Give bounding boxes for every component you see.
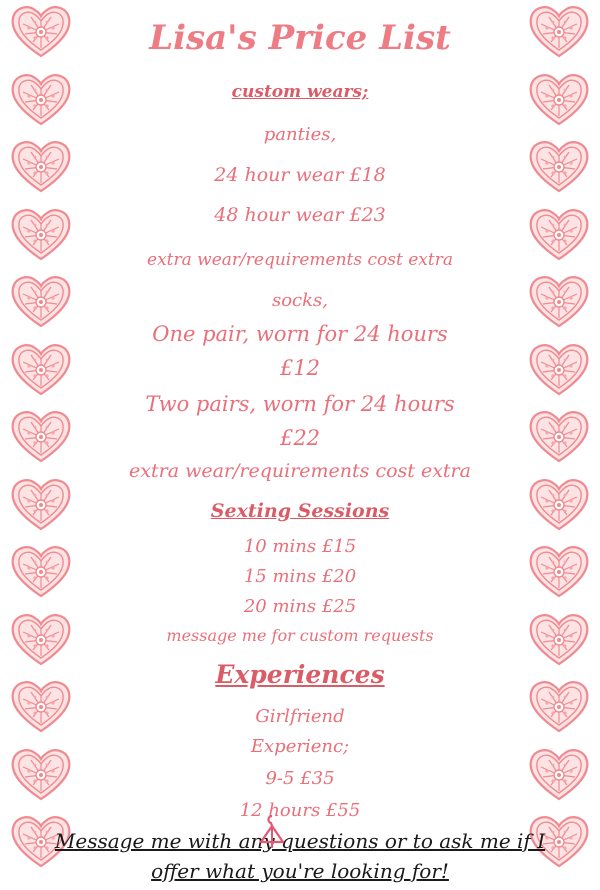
lace-heart-icon — [527, 2, 591, 60]
lace-heart-icon — [9, 745, 73, 803]
lace-heart-icon — [527, 137, 591, 195]
lace-heart-icon — [9, 205, 73, 263]
lace-heart-icon — [9, 70, 73, 128]
girlfriend-label: Girlfriend — [255, 706, 345, 727]
custom-wears-heading: custom wears; — [231, 82, 369, 102]
lace-heart-icon — [9, 677, 73, 735]
lace-heart-icon — [527, 745, 591, 803]
sexting-custom-note: message me for custom requests — [166, 626, 434, 645]
lace-heart-icon — [527, 610, 591, 668]
hanger-icon — [258, 812, 286, 850]
socks-two-price: £22 — [279, 426, 321, 450]
lace-heart-icon — [527, 70, 591, 128]
lace-heart-icon — [9, 542, 73, 600]
right-heart-border — [524, 0, 594, 890]
lace-heart-icon — [9, 272, 73, 330]
lace-heart-icon — [9, 2, 73, 60]
socks-label: socks, — [271, 290, 329, 311]
lace-heart-icon — [527, 340, 591, 398]
lace-heart-icon — [527, 542, 591, 600]
lace-heart-icon — [527, 677, 591, 735]
socks-two-pairs: Two pairs, worn for 24 hours — [145, 392, 455, 416]
panties-48-price: 48 hour wear £23 — [214, 204, 386, 226]
gf-12-hours-price: 12 hours £55 — [239, 800, 361, 821]
socks-one-price: £12 — [279, 356, 321, 380]
experience-label: Experienc; — [250, 736, 350, 757]
lace-heart-icon — [9, 340, 73, 398]
sexting-heading: Sexting Sessions — [210, 500, 390, 522]
lace-heart-icon — [9, 610, 73, 668]
experiences-heading: Experiences — [215, 660, 385, 689]
sexting-15-price: 15 mins £20 — [243, 566, 357, 587]
lace-heart-icon — [9, 475, 73, 533]
page-title: Lisa's Price List — [149, 18, 451, 58]
lace-heart-icon — [527, 272, 591, 330]
sexting-10-price: 10 mins £15 — [243, 536, 357, 557]
panties-24-price: 24 hour wear £18 — [214, 164, 386, 186]
lace-heart-icon — [527, 407, 591, 465]
lace-heart-icon — [527, 475, 591, 533]
panties-label: panties, — [263, 124, 337, 145]
panties-extra-note: extra wear/requirements cost extra — [147, 250, 453, 270]
left-heart-border — [6, 0, 76, 890]
footer-line-1: Message me with any questions or to ask me if I — [54, 829, 546, 853]
lace-heart-icon — [9, 137, 73, 195]
footer-message — [0, 826, 600, 886]
gf-9-5-price: 9-5 £35 — [265, 768, 335, 789]
footer-line-2: offer what you're looking for! — [151, 859, 449, 883]
lace-heart-icon — [527, 205, 591, 263]
socks-extra-note: extra wear/requirements cost extra — [129, 460, 471, 482]
sexting-20-price: 20 mins £25 — [243, 596, 357, 617]
socks-one-pair: One pair, worn for 24 hours — [152, 322, 448, 346]
lace-heart-icon — [9, 407, 73, 465]
